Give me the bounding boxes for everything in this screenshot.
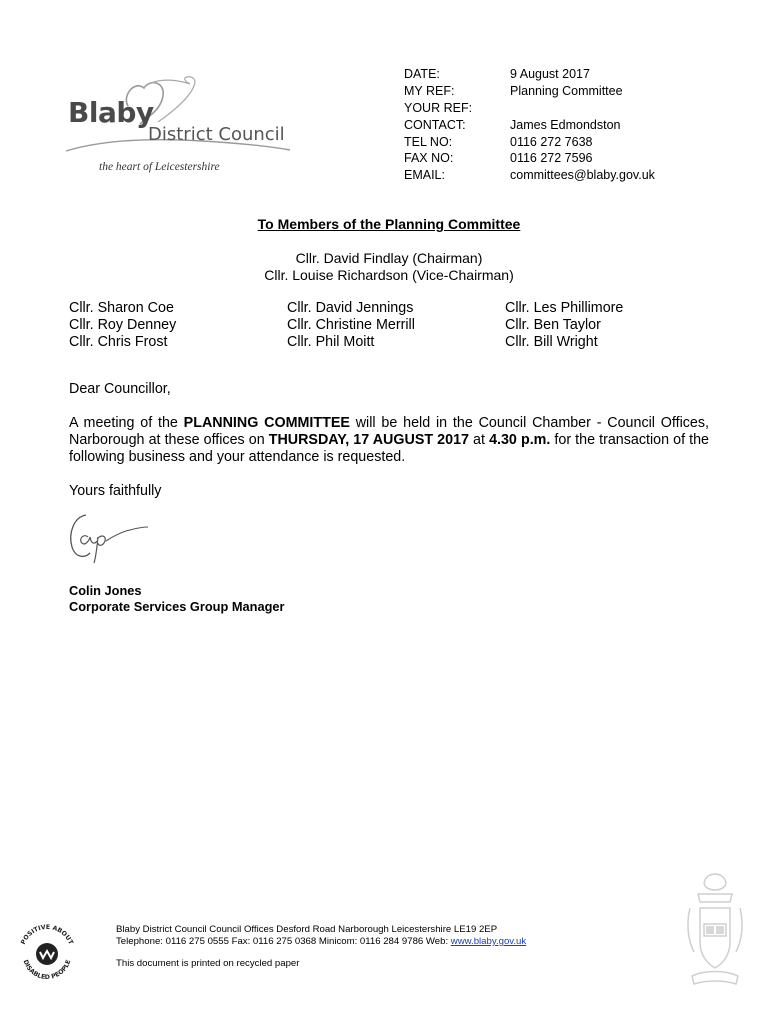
signatory-title: Corporate Services Group Manager bbox=[69, 599, 285, 614]
disability-badge-icon bbox=[14, 920, 80, 986]
para-text: will be held in the Council Chamber - Council Offices, Narborough at these offices on bbox=[69, 415, 709, 448]
member-name: Cllr. Phil Moitt bbox=[287, 334, 375, 350]
email-value: committees@blaby.gov.uk bbox=[510, 168, 655, 183]
footer-recycled-note: This document is printed on recycled paper bbox=[116, 958, 300, 969]
positive-about-disabled-people-logo-icon bbox=[14, 920, 80, 986]
vice-chairman-line: Cllr. Louise Richardson (Vice-Chairman) bbox=[264, 267, 514, 283]
council-logo bbox=[62, 68, 302, 183]
members-column-3 bbox=[505, 300, 623, 351]
closing: Yours faithfully bbox=[69, 483, 162, 499]
logo-tagline: the heart of Leicestershire bbox=[99, 161, 220, 173]
letter-title: To Members of the Planning Committee bbox=[257, 216, 521, 232]
chairman-line: Cllr. David Findlay (Chairman) bbox=[295, 250, 483, 266]
logo-subbrand: District Council bbox=[148, 124, 285, 145]
your-ref-row bbox=[404, 100, 704, 117]
meeting-date: THURSDAY, 17 AUGUST 2017 bbox=[268, 432, 469, 448]
footer-address: Blaby District Council Council Offices Desford Road Narborough Leicestershire LE19 2EP bbox=[116, 924, 498, 935]
fax-row bbox=[404, 150, 704, 167]
member-name: Cllr. Roy Denney bbox=[69, 317, 177, 333]
council-crest-icon bbox=[680, 868, 750, 998]
member-name: Cllr. Sharon Coe bbox=[69, 300, 174, 316]
members-column-1 bbox=[69, 300, 176, 351]
email-row bbox=[404, 167, 704, 184]
my-ref-value: Planning Committee bbox=[510, 83, 623, 98]
handwritten-signature bbox=[64, 507, 154, 567]
member-name: Cllr. Christine Merrill bbox=[287, 317, 415, 333]
date-row bbox=[404, 66, 704, 83]
logo-brand: Blaby bbox=[68, 96, 154, 129]
contact-value: James Edmondston bbox=[510, 117, 621, 132]
fax-label: FAX NO: bbox=[404, 151, 454, 166]
para-text: at bbox=[468, 432, 490, 448]
tel-row bbox=[404, 134, 704, 151]
member-name: Cllr. Bill Wright bbox=[505, 334, 598, 350]
letter-reference-block bbox=[404, 66, 704, 184]
my-ref-label: MY REF: bbox=[404, 83, 455, 98]
para-text: A meeting of the bbox=[69, 415, 184, 431]
member-name: Cllr. David Jennings bbox=[287, 300, 414, 316]
footer-phone: Telephone: 0116 275 0555 Fax: 0116 275 0368 Minicom: 0116 284 9786 Web: bbox=[116, 936, 451, 947]
footer-contact-line bbox=[116, 936, 526, 948]
fax-value: 0116 272 7596 bbox=[510, 151, 593, 166]
meeting-time: 4.30 p.m. bbox=[489, 432, 551, 448]
committee-name: PLANNING COMMITTEE bbox=[183, 415, 350, 431]
tel-label: TEL NO: bbox=[404, 134, 453, 149]
signatory-block bbox=[69, 583, 284, 615]
tel-value: 0116 272 7638 bbox=[510, 134, 593, 149]
para-text: for the transaction of the following business and your attendance is requested. bbox=[69, 432, 710, 465]
signatory-name: Colin Jones bbox=[69, 583, 142, 598]
member-name: Cllr. Chris Frost bbox=[69, 334, 168, 350]
date-label: DATE: bbox=[404, 67, 440, 81]
svg-text:DISABLED PEOPLE: DISABLED PEOPLE bbox=[21, 958, 73, 982]
my-ref-row bbox=[404, 83, 704, 100]
email-label: EMAIL: bbox=[404, 168, 445, 183]
footer-web-link[interactable]: www.blaby.gov.uk bbox=[450, 936, 527, 947]
members-column-2 bbox=[287, 300, 415, 351]
member-name: Cllr. Ben Taylor bbox=[505, 317, 601, 333]
svg-text:POSITIVE ABOUT: POSITIVE ABOUT bbox=[19, 923, 75, 946]
contact-row bbox=[404, 117, 704, 134]
member-name: Cllr. Les Phillimore bbox=[505, 300, 624, 316]
greeting: Dear Councillor, bbox=[69, 381, 171, 397]
contact-label: CONTACT: bbox=[404, 117, 466, 132]
date-value: 9 August 2017 bbox=[510, 67, 590, 81]
your-ref-label: YOUR REF: bbox=[404, 100, 473, 115]
meeting-paragraph bbox=[69, 415, 709, 466]
